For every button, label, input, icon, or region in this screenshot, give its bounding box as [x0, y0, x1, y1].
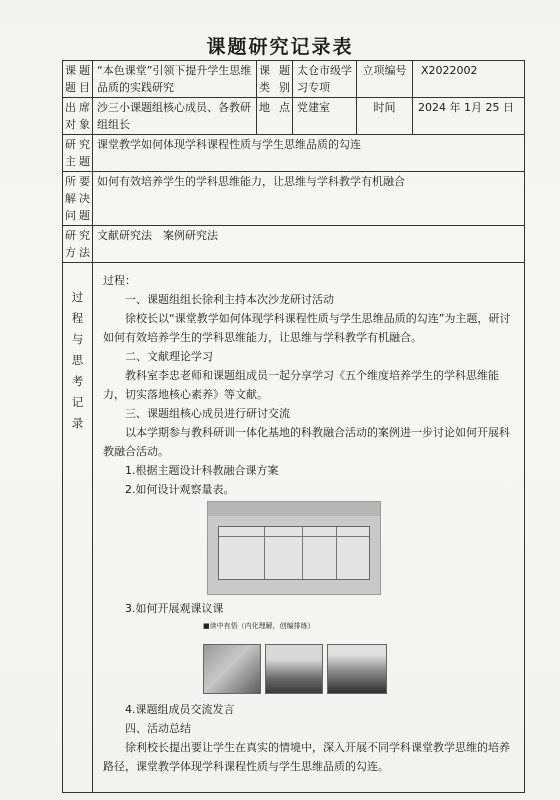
attendees-value: 沙三小课题组核心成员、各教研组组长	[93, 98, 257, 135]
section-4-text: 徐利校长提出要让学生在真实的情境中，深入开展不同学科课堂教学思维的培养路径，课堂教学体现学科课程性质与学生思维品质的勾连。	[103, 741, 510, 773]
section-4-title: 四、活动总结	[125, 722, 191, 735]
row-attendees	[63, 98, 525, 135]
item-1: 1.根据主题设计科教融合课方案	[125, 464, 279, 477]
label-time: 时间	[357, 98, 413, 135]
process-label-char: 思	[71, 353, 84, 367]
label-method: 研究方法	[63, 226, 93, 263]
row-method	[63, 226, 525, 263]
label-category: 课题类别	[257, 61, 293, 98]
section-1-text: 徐校长以“课堂教学如何体现学科课程性质与学生思维品质的勾连”为主题，研讨如何有效培养学生的学科思维能力，让思维与学科教学有机融合。	[103, 312, 511, 344]
section-2-text: 教科室李忠老师和课题组成员一起分享学习《五个维度培养学生的学科思维能力，切实落地核心素养》等文献。	[103, 369, 499, 401]
photo-1	[203, 644, 261, 694]
photo-3	[327, 644, 387, 694]
process-label-char: 与	[71, 332, 84, 346]
process-label-char: 程	[71, 311, 84, 325]
location-value: 党建室	[293, 98, 357, 135]
section-3-text: 以本学期参与教科研训一体化基地的科教融合活动的案例进一步讨论如何开展科教融合活动。	[103, 426, 510, 458]
process-label-char: 考	[71, 374, 84, 388]
process-heading: 过程：	[103, 274, 136, 287]
row-problem	[63, 172, 525, 226]
class-observation-photos	[203, 622, 385, 694]
topic-value: “本色课堂”引领下提升学生思维品质的实践研究	[93, 61, 257, 98]
page-title: 课题研究记录表	[206, 36, 354, 58]
record-table	[62, 60, 525, 793]
item-4: 4.课题组成员交流发言	[125, 703, 235, 716]
project-no-value: X2022002	[413, 61, 525, 98]
label-topic: 课题题目	[63, 61, 93, 98]
label-attendees: 出席对象	[63, 98, 93, 135]
category-value: 太仓市级学习专项	[293, 61, 357, 98]
date-value: 2024 年 1月 25 日	[413, 98, 525, 135]
label-problem: 所要解决问题	[63, 172, 93, 226]
row-research-theme	[63, 135, 525, 172]
item-3: 3.如何开展观课议课	[125, 602, 224, 615]
process-label-char: 录	[71, 416, 84, 430]
problem-value: 如何有效培养学生的学科思维能力，让思维与学科教学有机融合	[93, 172, 525, 226]
row-topic	[63, 61, 525, 98]
label-research-theme: 研究主题	[63, 135, 93, 172]
observation-form-image	[207, 501, 381, 595]
label-process	[63, 263, 93, 793]
method-value: 文献研究法 案例研究法	[93, 226, 525, 263]
item-2: 2.如何设计观察量表。	[125, 483, 235, 496]
section-2-title: 二、文献理论学习	[125, 350, 213, 363]
section-3-title: 三、课题组核心成员进行研讨交流	[125, 407, 290, 420]
label-location: 地点	[257, 98, 293, 135]
section-1-title: 一、课题组组长徐利主持本次沙龙研讨活动	[125, 293, 334, 306]
label-project-no: 立项编号	[357, 61, 413, 98]
photo-2	[265, 644, 323, 694]
photo-caption: ■读中有悟（内化理解，创编排练）	[203, 622, 315, 630]
process-label-char: 记	[71, 395, 84, 409]
process-label-char: 过	[71, 290, 84, 304]
research-theme-value: 课堂教学如何体现学科课程性质与学生思维品质的勾连	[93, 135, 525, 172]
row-process	[63, 263, 525, 793]
process-content	[93, 263, 525, 793]
